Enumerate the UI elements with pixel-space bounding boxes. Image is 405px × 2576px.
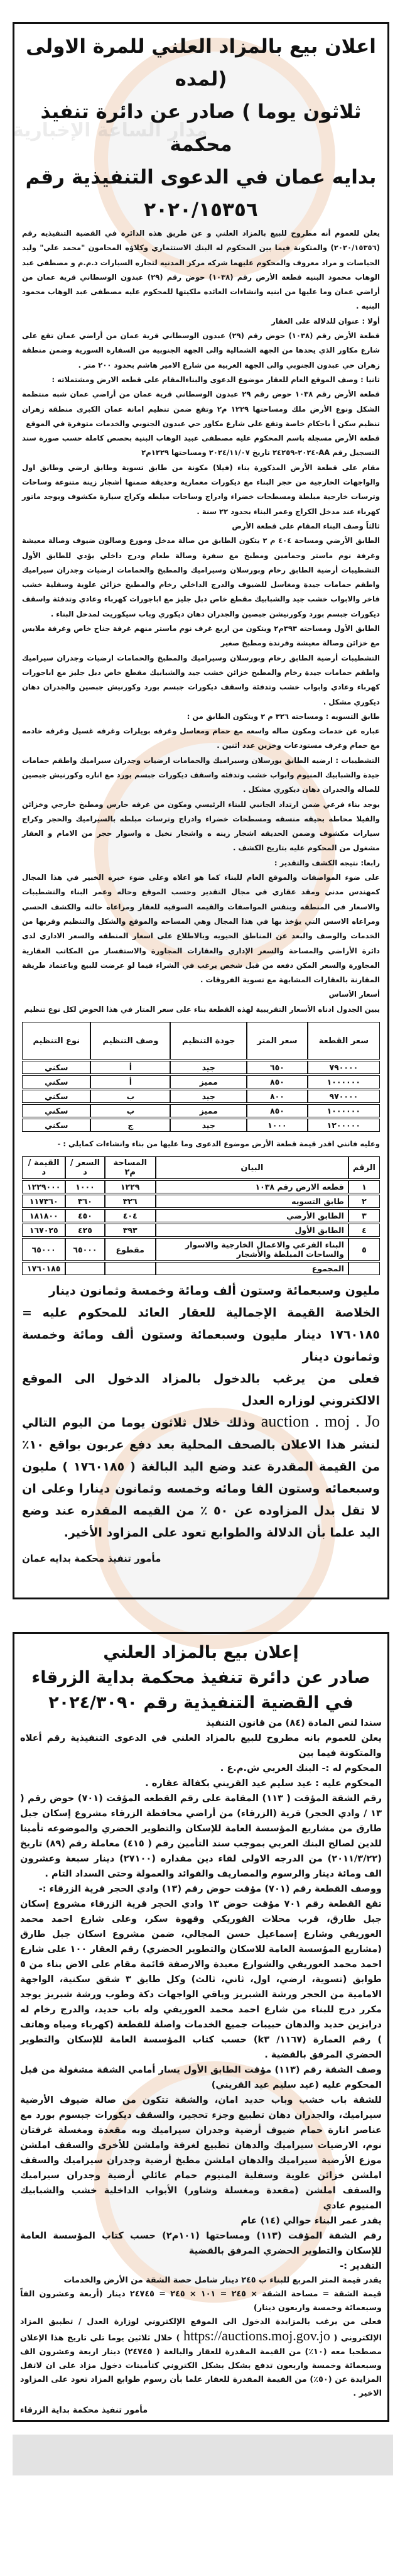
table-cell: طابق التسويه (156, 1195, 348, 1208)
table-cell: ٨٥٠ (247, 1075, 308, 1088)
table-cell: ٤٥٠ (65, 1209, 104, 1222)
title-line: إعلان بيع بالمزاد العلني (103, 1643, 299, 1662)
table-cell: ب (90, 1090, 170, 1103)
paragraph: على ضوء المواصفات والموقع العام للبناء كما هو اعلاه وعلى ضوء خبره الخبير في هذا المجال كمهندس مدني ومقد عقاري في مجال التقدير وحسب الموقع وحاله وعمر البناء والتشطيبات والاسعار في المنطقه وبنفس المواصفات والقيمه السوقيه للعقار ومراعاه حالته والكشف الحسي ومراعاه الاسس التي يؤخذ بها في هذا المجال وهي المساحه والموقع والشكل والتنظيم وقربها من الخدمات والوصف والبعد عن المناطق الحيويه وبالاطلاع على اسعار المنطقه والسعر الاداري لدى دائرة الأراضي والمساحة والسعر الإداري والعقارات المجاورة والاستفسار من المكاتب العقارية المجاورة والسعر المكن دفعه من قبل شخص يرغب في الشراء فيما لو عرضت للبيع وباعتماد طريقة المقارنة بالعقارات المشابهة مع تسوية الفروقات . (22, 873, 380, 985)
table-cell: ٨٥٠ (247, 1104, 308, 1117)
table-cell: ٤ (348, 1224, 380, 1237)
total-value: ١٧٦٠١٨٥ (22, 1262, 65, 1275)
grey-banner (13, 2435, 393, 2475)
notice-body (22, 226, 380, 1017)
table-cell: ٦٥٠٠٠ (22, 1238, 65, 1261)
paragraph: ثانيا : وصف الموقع العام للعقار موضوع الدعوى والبناءالمقام على قطعه الارض ومشتملاته : (51, 375, 380, 384)
total-label: المجموع (156, 1262, 348, 1275)
paragraph: سندا لنص المادة (٨٤) من قانون التنفيذ (205, 1718, 382, 1728)
table-cell: سكني (22, 1061, 90, 1074)
auction-website: auction . moj . Jo (261, 1412, 380, 1431)
watermark-side-text: مدار الساعة الإخبارية (13, 119, 208, 141)
notice-body (20, 1716, 382, 2274)
closing-line: مليون وسبعمائة وستون ألف ومائة وخمسة وثمانون دينار (48, 1284, 380, 1298)
table-cell: ١٠٠٠ (65, 1180, 104, 1193)
table-cell: ٤٠٤ (105, 1209, 156, 1222)
closing-line: فعلى من يرغب بالدخول بالمزاد الدخول الى الموقع الالكتروني لوزاره العدل (22, 1372, 380, 1408)
paragraph: أسعار الأساس (328, 990, 380, 999)
table-cell: ٣٦٠ (65, 1195, 104, 1208)
paragraph: التشطيبات : ارضيه الطابق بورسلان وسيراميك والحمامات ارضيات وجدران سيراميك واطقم حمامات جيدة والشبابيك المنيوم وابواب خشب وتدفئه واسقف ديكورات جبسم بورد مع اناره وكورنيش جبصين للصاله والجدران دهان ديكوري مشكل . (22, 755, 380, 794)
auction-instructions (20, 2315, 382, 2401)
table-cell: ١٢٠٠٠٠٠ (308, 1119, 380, 1132)
table-cell: ٦٥٠٠٠ (65, 1238, 104, 1261)
paragraph: طابق التسويه : ومساحته ٣٢٦ م ٢ ويتكون الطابق من : (186, 711, 380, 721)
valuation-table (22, 1155, 380, 1276)
table-cell: ٣٩٣ (105, 1224, 156, 1237)
table-cell: ٥ (348, 1238, 380, 1261)
paragraph: مقام على قطعة الأرض المذكورة بناء (فيلا) مكونة من طابق تسوية وطابق ارضي وطابق اول والواجهات الخارجية من حجر البناء مع ديكورات معمارية وحديقة ضمنها أشجار زينة متنوعة وساحات وترسات خارجية مبلطة ومسطحات خضراء وادراج وساحات مبلطه وكراج سيارة مكشوف ويوجد ماتور كهرباء عند مدخل الكراج وعمر البناء بحدود ٢٢ سنة . (22, 463, 380, 516)
auction-notice-amman (13, 22, 389, 1599)
table-cell: ٨٠٠ (247, 1090, 308, 1103)
table-row (22, 1238, 380, 1261)
paragraph: يبين الجدول ادناه الأسعار التقريبية لهذه القطعة بناء على سعر المتار في هذا الحوض لكل نوع تنظيم (24, 1004, 380, 1014)
valuation-intro: وعليه فانني اقدر قيمة قطعة الأرض موضوع الدعوى وما عليها من بناء وانشاءات كمايلي : - (57, 1139, 380, 1149)
table-header-row (22, 1022, 380, 1060)
table-row (22, 1119, 380, 1132)
title-line: ثلاثون يوما ) صادر عن دائرة تنفيذ محكمة (40, 101, 362, 156)
paragraph: الطابق الأول ومساحته ٣٩٣م٢ ويتكون من اربع غرف نوم ماستر منهم غرفة جناح خاص وغرفة ملابس مع خزائن وصالة معيشة وفرندة ومطبخ صغير (22, 624, 380, 648)
paragraph: قطعة الأرض مسجلة باسم المحكوم عليه مصطفى عبيد الوهاب البنية بحصص كاملة حسب صورة سند التسجيل رقم AA-٢٠٢٤-٢٤٢٥٩ تاريخ ٢٠٢٤/١١/٠٧ ومساحتها ١٢٢٩م٢ (22, 434, 380, 458)
column-header: السعر /د (65, 1156, 104, 1179)
title-line: في القضية التنفيذية رقم ٢٠٢٤/٣٠٩٠ (48, 1693, 354, 1713)
closing-line (22, 1412, 380, 1544)
paragraph: التقدير :- (340, 2261, 382, 2271)
table-cell: الطابق الأرضي (156, 1209, 348, 1222)
table-cell: ب (90, 1104, 170, 1117)
table-cell: الطابق الأول (156, 1224, 348, 1237)
closing-text (22, 1280, 380, 1544)
paragraph: يعلن للعموم أنه مطروح للبيع بالمزاد العلني و عن طريق هذه الدائرة في القضية التنفيذيه رقم (٢٠٢٠/١٥٣٥٦) والمتكونة فيما بين المحكوم له البنك الاستثماري وكلاؤه المحامون "محمد علي" وليد الحياصات و مراد معروف والمحكوم عليهما شركه مركز المدنيه لتجاره السيارات ذ.م.م و مصطفى عبد الوهاب محمود البنيه قطعة الأرض رقم (١٠٣٨) حوض رقم (٢٩) عبدون الوسطاني قرية عمان من أراضي عمان وما عليها من ابنيه وانشاءات العائده ملكيتها للمحكوم عليه مصطفى عبد الوهاب محمود البنيه . (22, 229, 380, 311)
table-cell: ١٠٠٠ (247, 1119, 308, 1132)
closing-after-site: وذلك خلال ثلاثون يوما من اليوم التالي لنشر هذا الاعلان بالصحف المحلية بعد دفع عربون بواقع ١٠٪ من القيمة المقدرة عند وضع اليد البالغة ( ١٧٦٠١٨٥ ) مليون وسبعمائه وستون الفا ومائه وخمسه وثمانون دينارا وعلى ان لا تقل بدل المزاوده عن ٥٠ ٪ من القيمه المقدره عند وضع اليد علما بأن الدلالة والطوابع تعود على المزاود الأخير. (22, 1416, 380, 1540)
table-cell: ١١٧٣٦٠ (22, 1195, 65, 1208)
column-header: نوع التنظيم (22, 1022, 90, 1060)
auction-text: ) خلال ثلاثين يوما تلي تاريخ هذا الإعلان مصطحبا معه (١٠٪) من القيمة المقدرة للعقار والبالغة ( ٢٤٧٤٥) دينار اربعة وعشرون الف وسبعمائة وخمسة واربعون تدفع بشكل بشكل الكتروني كتأمينات دخول مزاد على ان لاتقل المزايدة عن (٥٠٪) من القيمة المقدرة للعقار علما بأن رسوم طوابع المزاد تعود على المزاود الاخير . (20, 2333, 382, 2398)
table-cell: جيد (170, 1090, 247, 1103)
column-header: وصف التنظيم (90, 1022, 170, 1060)
table-cell: البناء الفرعي والاعمال الخارجية والاسوار والساحات المبلطة والأشجار (156, 1238, 348, 1261)
table-cell (105, 1262, 156, 1275)
table-row (22, 1209, 380, 1222)
paragraph: ثالثاً وصف البناء المقام على قطعة الأرض (232, 521, 380, 530)
paragraph: أولا : عنوان للدلالة على العقار (271, 316, 380, 326)
table-cell: سكني (22, 1119, 90, 1132)
total-row (22, 1262, 380, 1275)
paragraph: قطعة الأرض رقم ١٠٣٨ حوض رقم ٢٩ عبدون الوسطاني قرية عمان من أراضي عمان شبه منتظمة الشكل ونوع الأرض ملك ومساحتها ١٢٢٩ م٢ وتقع ضمن تنظيم امانة عمان الكبرى منطقة زهران تنظيم سكن أ باحكام خاصة وتقع على شارع مكاور حي عبدون الجنوبي والخدمات متوفرة في الموقع (22, 390, 380, 428)
table-cell: ١٠٠٠٠٠٠ (308, 1104, 380, 1117)
column-header: البيان (156, 1156, 348, 1179)
paragraph: عباره عن خدمات ومكون صاله واسعه مع حمام ومعاسل وغرفه بويلرات وغرفه غسيل وغرفه خادمه مع حمام وغرف مستودعات وخزين عدد اثنين . (22, 726, 380, 750)
paragraph: قطعة الأرض رقم (١٠٣٨) حوض رقم (٢٩) عبدون الوسطاني قرية عمان من أراضي عمان تقع على شارع مكاور الذي يحدها من الجهة الشمالية والى الجهة الجنوبية من السفارة السورية وضمن منطقة زهران حي عبدون الجنوبي والى الجهة الغربية من شارع الامير هاشم بحدود ٢٠٠ متر . (22, 331, 380, 370)
paragraph: يوجد بناء فرعي ضمن ارتداد الجانبي للبناء الرئيسي ومكون من غرفه حارس ومطبخ خارجي وخزائن والفيلا محاطه بحيقه منسقه ومسطحات خضراء وادراج وترسات مبلطه بالسيراميك والحجر وكراج سيارات مكشوف وضمن الحديقه اشجار زينه ه واشجار نخيل ه واسوار حجر من الامام و العقار مشغول من المحكوم عليه بتاريخ الكشف . (22, 799, 380, 853)
paragraph: ووصف القطعة رقم (٧٠١) مؤقت حوض رقم (١٣) وادي الحجر قرية الزرقاء :- (38, 1883, 382, 1894)
table-cell: ٦٥٠ (247, 1061, 308, 1074)
table-cell: مميز (170, 1104, 247, 1117)
table-cell (348, 1262, 380, 1275)
table-cell: سكني (22, 1090, 90, 1103)
table-cell: ١٠٠٠٠٠٠ (308, 1075, 380, 1088)
table-cell: ١٢٢٩٠٠٠ (22, 1180, 65, 1193)
closing-line: الخلاصة القيمة الإجمالية للعقار العائد للمحكوم عليه = ١٧٦٠١٨٥ دينار مليون وسبعمائة وستون ألف ومائة وخمسة وثمانون دينار (22, 1306, 380, 1364)
column-header: الرقم (348, 1156, 380, 1179)
paragraph: وصف الشقة رقم (١١٣) مؤقت الطابق الأول يسار أمامي الشقة مشغولة من قبل المحكوم عليه (عيد سليم عيد القريني) (20, 2064, 382, 2090)
paragraph: رقم الشقة المؤقت (١١٣) ومساحتها (١٠١م٢) حسب كتاب المؤسسة العامة للإسكان والتطوير الحضري المرفق بالقضية (20, 2230, 382, 2256)
table-row (22, 1075, 380, 1088)
auction-text: فعلى من يرغب بالمزايدة الدخول الى الموقع الإلكتروني لوزارة العدل / تطبيق المزاد الإلكتروني ( (20, 2317, 382, 2343)
table-cell: ١٢٢٩ (105, 1180, 156, 1193)
auction-website: https://auctions.moj.gov.jo (183, 2328, 330, 2343)
valuation-line: يقدر قيمة المتر المربع للبناء ب ٢٤٥ دينار شامل حصة الشقة من الأرض والخدمات (63, 2276, 382, 2285)
table-cell: ٤٢٥ (65, 1224, 104, 1237)
column-header: المساحة م٢ (105, 1156, 156, 1179)
auction-notice-zarqa (13, 1632, 389, 2422)
paragraph: يقدر عمر البناء حوالي (١٤) عام (240, 2215, 382, 2226)
table-row (22, 1061, 380, 1074)
table-cell: جيد (170, 1119, 247, 1132)
paragraph: للشقة باب خشب وباب حديد امان، والشقة تتكون من صالة ضيوف الأرضية سيراميك، والجدران دهان تطبيع وجزء تحجير، والسقف ديكورات جبسوم بورد مع عناصر انارة حمام ضيوف أرضية وجدران سيراميك وبه مقعدة ومغسلة غرفتان نوم، الارضيات سيراميك والدهان تطبيع لغرفة واملشن للأخرى والسقف املشن موزع الأرضية سيراميك والدهان املشن مطبخ أرضية وجدران سيراميك والسقف املشن خزائن علوية وسفلية المنيوم حمام عائلي أرضية وجدران سيراميك والسقف املشن (مقعدة ومغسلة وشاور) الأبواب الداخلية خشب والشبابيك المنيوم عادي (20, 2095, 382, 2211)
paragraph: المحكوم عليه : عيد سليم عيد القريني بكفالة عقاره . (145, 1778, 382, 1789)
table-cell: ٣٢٦ (105, 1195, 156, 1208)
title-line: بدايه عمان في الدعوى التنفيذية رقم (25, 166, 377, 189)
table-row (22, 1195, 380, 1208)
table-cell: ج (90, 1119, 170, 1132)
table-cell: مميز (170, 1075, 247, 1088)
paragraph: يعلن للعموم بانه مطروح للبيع بالمزاد العلني في الدعوى التنفيذية رقم أعلاه والمتكونة فيما بين (20, 1733, 382, 1758)
paragraph: المحكوم له :- البنك العربي ش.م.ع . (220, 1763, 382, 1773)
paragraph: رقم الشقة المؤقت ( ١١٣) المقامة على رقم القطعه المؤقت (٧٠١) حوض رقم ( ١٣ / وادي الحجر) قرية (الزرقاء) من أراضي محافظة الزرقاء مشروع إسكان جبل طارق من مشاريع المؤسسة العامة للإسكان والتطوير الحضري والموضوعه تأمينا للدين لصالح البنك العربي بموجب سند التأمين رقم ( ٤١٥) معاملة رقم (٨٩) تاريخ (٢٠١١/٣/٢٢) من الدرجه الاولى لقاء دين مقداره (٢٧١٠٠) دينار سبعة وعشرون الف ومائة دينار والرسوم والمصاريف والفوائد والعمولة وحتى السداد التام . (20, 1793, 382, 1879)
table-header-row (22, 1156, 380, 1179)
notice-title (22, 30, 380, 226)
table-cell (65, 1262, 104, 1275)
signature: مأمور تنفيذ محكمة بدايه عمان (22, 1553, 161, 1565)
table-cell: قطعه الارض رقم ١٠٣٨ (156, 1180, 348, 1193)
title-line: ٢٠٢٠/١٥٣٥٦ (144, 199, 258, 221)
table-row (22, 1104, 380, 1117)
table-cell: جيد (170, 1061, 247, 1074)
table-cell: ١٦٧٠٢٥ (22, 1224, 65, 1237)
table-cell: مقطوع (105, 1238, 156, 1261)
paragraph: تقع القطعة رقم ٧٠١ مؤقت حوض ١٣ وادي الحجر قرية الزرقاء مشروع إسكان جبل طارق، قرب محلات الفوريكي وقهوة سكر، وعلى شارع احمد محمد العوريفي وشارع إسماعيل حسن المجالي، ضمن مشروع اسكان جبل طارق (مشاريع المؤسسة العامة للاسكان والتطوير الحضري) رقم العقار ١٠٠ على شارع احمد محمد العوريفي والشوارع معبدة والارصفة قائمة مقام على الاض بناء من ٥ طوابق (تسوية، ارضي، اول، ثاني، ثالث) وكل طابق ٣ شقق سكنية، الواجهة الامامية من الحجر ورشة الشبريز وباقي الواجهات دكة وطوب ورشة شبريز يوجد مكرر درج للبناء من شارع احمد محمد العوريفي وله باب حديد، والدرج رخام له درابزين حديد والدهان حبيبات جميع الخدمات واصلة للقطعة (كهرباء ومياه وهاتف ) رقم العمارة (١١٦٧/ k٣) حسب كتاب المؤسسة العامة للإسكان والتطوير الحضري المرفق بالقضية . (20, 1899, 382, 2060)
notice-title (20, 1640, 382, 1716)
table-cell: ٧٩٠٠٠٠ (308, 1061, 380, 1074)
table-cell: ١ (348, 1180, 380, 1193)
paragraph: الطابق الأرضي ومساحة ٤٠٤ م ٢ يتكون الطابق من صالة مدخل وموزع وصالون ضيوف وصالة معيشة وغرفة نوم ماستر وحمامين ومطبخ مع سفرة وصالة طعام ودرج داخلي يؤدي للطابق الأول التشطيبات أرضية الطابق رخام وبورسلان وسيراميك والمطبخ والحمامات ارضيات وجدران سيراميك واطقم حمامات جيدة ومغاسل للضيوف والدرج الداخلي رخام والمطبخ خزائن علوية وسفلية خشب فاخر والابواب خشب جيد والشبابيك مقطع خاص دبل جليز مع اباجورات كهرباء وعادي وتدفئة واسقف ديكورات جبسم بورد وكورنيشن جبصين والجدران دهان ديكوري وباب سيكوريت لمدخل البناء . (22, 536, 380, 618)
column-header: جودة التنظيم (170, 1022, 247, 1060)
table-cell: سكني (22, 1075, 90, 1088)
table-cell: أ (90, 1061, 170, 1074)
table-cell: سكني (22, 1104, 90, 1117)
column-header: سعر المتر (247, 1022, 308, 1060)
title-line: اعلان بيع بالمزاد العلني للمرة الاولى (لمده (26, 35, 376, 90)
signature: مأمور تنفيذ محكمة بداية الزرقاء (20, 2406, 148, 2415)
base-price-table (22, 1021, 380, 1133)
valuation-line: قيمة الشقة = مساحة الشقة × ٢٤٥ = ١٠١ × ٢٤٥ = ٢٤٧٤٥ دينار (أربعة وعشرون الفاً وسبعمائة وخمسة واربعون دينار) (20, 2289, 382, 2313)
lower-section (13, 1632, 393, 2475)
column-header: سعر القطعة (308, 1022, 380, 1060)
table-cell: ٩٧٠٠٠٠ (308, 1090, 380, 1103)
table-cell: أ (90, 1075, 170, 1088)
title-line: صادر عن دائرة تنفيذ محكمة بداية الزرقاء (31, 1668, 370, 1687)
table-row (22, 1090, 380, 1103)
column-header: القيمة /د (22, 1156, 65, 1179)
table-row (22, 1180, 380, 1193)
paragraph: التشطيبات أرضية الطابق رخام وبورسلان وسيراميك والمطبخ والحمامات ارضيات وجدران سيراميك واطقم حمامات جيدة رخام والمطبخ خزائن خشب جيد والشبابيك مقطع خاص دبل جليز مع اباجورات كهرباء وعادي وابواب خشب وتدفئة واسقف ديكورات جبسم بورد وكورنيش جبصين والجدران دهان ديكوري مشكل . (22, 653, 380, 706)
valuation-text (20, 2274, 382, 2401)
table-cell: ٣ (348, 1209, 380, 1222)
table-cell: ١٨١٨٠٠ (22, 1209, 65, 1222)
paragraph: رابعا: نتيجه الكشف والتقدير : (274, 858, 380, 867)
table-row (22, 1224, 380, 1237)
table-cell: ٢ (348, 1195, 380, 1208)
